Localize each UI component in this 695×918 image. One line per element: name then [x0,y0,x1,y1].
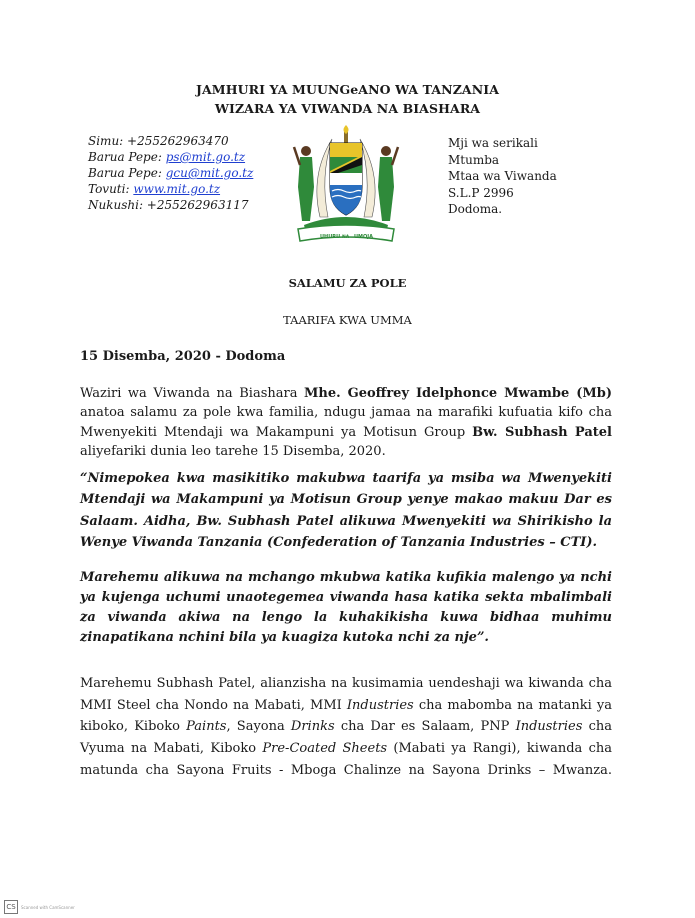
text: aliyefariki dunia leo tarehe 15 Disemba, 2020. [80,444,386,460]
svg-text:UMOJA: UMOJA [354,234,374,240]
address-line: Mtumba [448,152,500,167]
text: Mwenyekiti Mtendaji wa Makampuni ya Motisun Group [80,424,473,440]
address-line: Dodoma. [448,202,503,216]
quote-line: “Nimepokea kwa masikitiko makubwa taarifa ya msiba wa Mwenyekiti [80,471,612,486]
text: cha [582,719,612,735]
text: Marehemu Subhash Patel, alianzisha na kusimamia uendeshaji wa kiwanda cha [80,676,612,691]
minister-name: Mhe. Geoffrey Idelphonce Mwambe (Mb) [304,386,613,401]
document-subtitle: TAARIFA KWA UMMA [283,313,412,327]
email-link-ps[interactable]: ps@mit.go.tz [165,150,246,164]
text: Industries [346,697,414,713]
coat-of-arms-emblem [286,125,406,247]
text: kiboko, Kiboko [80,719,187,735]
deceased-name: Bw. Subhash Patel [472,424,612,440]
contact-phone: Simu: +255262963470 [88,134,229,148]
text: , Sayona [226,719,291,735]
text: Paints [186,719,227,735]
text: Vyuma na Mabati, Kiboko [80,741,263,757]
text: MMI Steel cha Nondo na Mabati, MMI [80,697,347,713]
text: Pre-Coated Sheets [262,741,388,757]
quote-line: ya kujenga uchumi unaotegemea viwanda hasa katika sekta mbalimbali [80,590,612,605]
quote-paragraph-1 [80,468,612,553]
svg-text:NA: NA [342,235,350,240]
contact-block [88,133,253,213]
header-republic: JAMHURI YA MUUNGeANO WA TANZANIA [195,82,499,97]
camscanner-caption: Scanned with CamScanner [21,904,75,910]
quote-line: zinapatikana nchini bila ya kuagiza kutoka nchi za nje”. [80,630,489,645]
text: Drinks [290,719,335,735]
address-block [448,135,557,218]
document-title: SALAMU ZA POLE [288,276,407,290]
text: (Mabati ya Rangi), kiwanda cha [387,741,612,757]
svg-text:UHURU: UHURU [320,234,341,240]
text: Waziri wa Viwanda na Biashara [80,386,305,401]
contact-fax: Nukushi: +255262963117 [88,198,249,212]
text: cha Dar es Salaam, PNP [334,719,516,735]
quote-line: Marehemu alikuwa na mchango mkubwa katika kufikia malengo ya nchi [80,570,612,585]
text: matunda cha Sayona Fruits - Mboga Chalinze na Sayona Drinks – Mwanza. [80,762,612,778]
website-label: Tovuti: [88,182,134,196]
email-label: Barua Pepe: [88,150,166,164]
dateline: 15 Disemba, 2020 - Dodoma [80,349,286,364]
quote-paragraph-2 [80,568,612,648]
email-label: Barua Pepe: [88,166,166,180]
text: cha mabomba na matanki ya [413,697,613,713]
address-line: Mji wa serikali [448,136,538,150]
coat-of-arms-icon [286,125,406,247]
paragraph-intro [80,384,612,462]
contact-email-2 [88,165,253,181]
email-link-gcu[interactable]: gcu@mit.go.tz [165,166,254,180]
camscanner-logo-icon: CS [4,900,18,914]
quote-line: Wenye Viwanda Tanzania (Confederation of Tanzania Industries – CTI). [80,534,598,550]
camscanner-watermark [4,900,75,914]
website-link[interactable]: www.mit.go.tz [133,182,221,196]
address-line: Mtaa wa Viwanda [448,169,557,183]
contact-website [88,181,253,197]
paragraph-companies [80,673,612,782]
header-ministry: WIZARA YA VIWANDA NA BIASHARA [214,101,481,116]
address-line: S.L.P 2996 [448,185,514,200]
text: Industries [515,719,583,735]
text: anatoa salamu za pole kwa familia, ndugu jamaa na marafiki kufuatia kifo cha [80,405,612,421]
contact-email-1 [88,149,253,165]
quote-line: za viwanda akiwa na lengo la kuhakikisha kuwa bidhaa muhimu [80,610,612,625]
quote-line: Salaam. Aidha, Bw. Subhash Patel alikuwa Mwenyekiti wa Shirikisho la [80,513,612,529]
quote-line: Mtendaji wa Makampuni ya Motisun Group yenye makao makuu Dar es [80,492,612,508]
